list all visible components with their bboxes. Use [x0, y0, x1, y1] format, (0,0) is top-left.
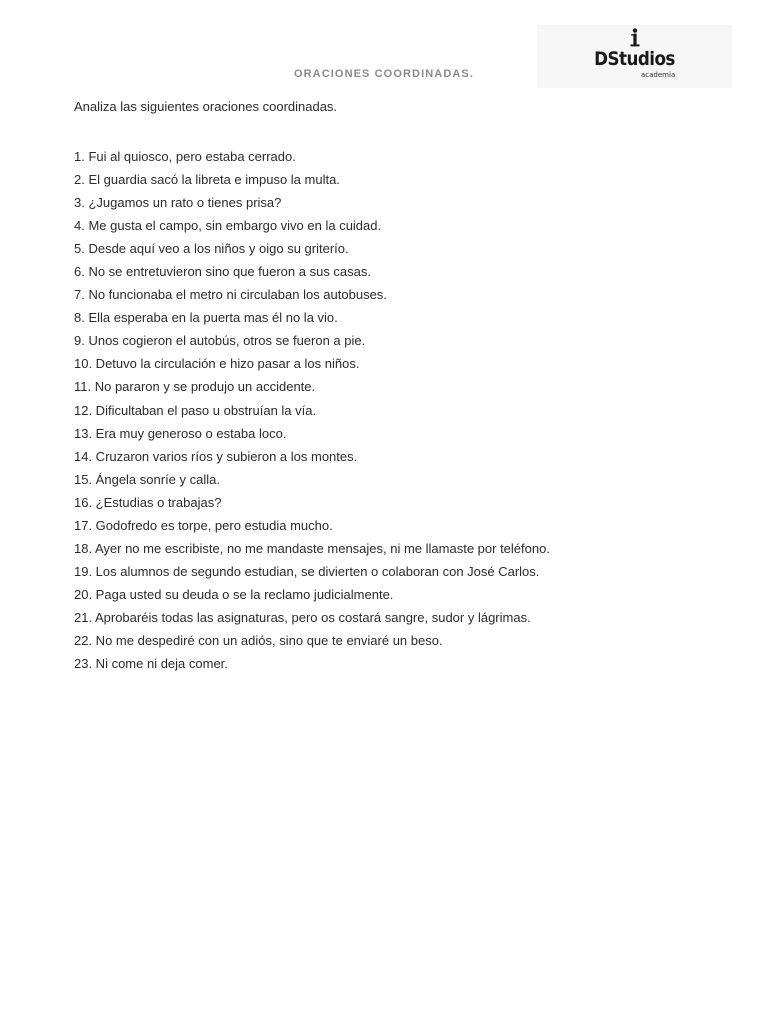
- sentence-item: 20. Paga usted su deuda o se la reclamo judicialmente.: [74, 586, 394, 602]
- sentence-item: 1. Fui al quiosco, pero estaba cerrado.: [74, 149, 296, 164]
- sentence-item: 19. Los alumnos de segundo estudian, se divierten o colaboran con José Carlos.: [74, 563, 540, 579]
- logo-name: DStudios: [594, 48, 675, 70]
- sentence-item: 21. Aprobaréis todas las asignaturas, pero os costará sangre, sudor y lágrimas.: [74, 609, 531, 625]
- sentence-item: 13. Era muy generoso o estaba loco.: [74, 425, 287, 441]
- instructions-text: Analiza las siguientes oraciones coordinadas.: [74, 99, 338, 114]
- sentence-item: 16. ¿Estudias o trabajas?: [74, 494, 222, 510]
- document-title: ORACIONES COORDINADAS.: [293, 68, 475, 80]
- person-figure-icon: [628, 28, 642, 48]
- sentence-item: 2. El guardia sacó la libreta e impuso la multa.: [74, 172, 340, 188]
- sentence-item: 17. Godofredo es torpe, pero estudia mucho.: [74, 517, 333, 533]
- sentence-item: 14. Cruzaron varios ríos y subieron a los montes.: [74, 448, 358, 464]
- sentence-item: 5. Desde aquí veo a los niños y oigo su griterío.: [74, 241, 349, 257]
- sentence-item: 12. Dificultaban el paso u obstruían la vía.: [74, 402, 317, 418]
- sentence-item: 8. Ella esperaba en la puerta mas él no la vio.: [74, 310, 338, 326]
- sentence-item: 9. Unos cogieron el autobús, otros se fueron a pie.: [74, 333, 366, 349]
- sentence-item: 3. ¿Jugamos un rato o tienes prisa?: [74, 195, 282, 211]
- sentence-item: 15. Ángela sonríe y calla.: [74, 471, 220, 487]
- sentence-item: 4. Me gusta el campo, sin embargo vivo en la cuidad.: [74, 218, 382, 234]
- sentence-item: 18. Ayer no me escribiste, no me mandaste mensajes, ni me llamaste por teléfono.: [74, 540, 550, 556]
- logo-subtitle: academia: [641, 71, 676, 79]
- sentence-item: 7. No funcionaba el metro ni circulaban los autobuses.: [74, 287, 387, 303]
- sentence-item: 10. Detuvo la circulación e hizo pasar a los niños.: [74, 356, 360, 372]
- sentence-item: 22. No me despediré con un adiós, sino que te enviaré un beso.: [74, 632, 443, 648]
- sentence-list: [74, 145, 550, 675]
- sentence-item: 23. Ni come ni deja comer.: [74, 656, 228, 672]
- sentence-item: 11. No pararon y se produjo un accidente.: [74, 379, 316, 395]
- sentence-item: 6. No se entretuvieron sino que fueron a sus casas.: [74, 264, 372, 280]
